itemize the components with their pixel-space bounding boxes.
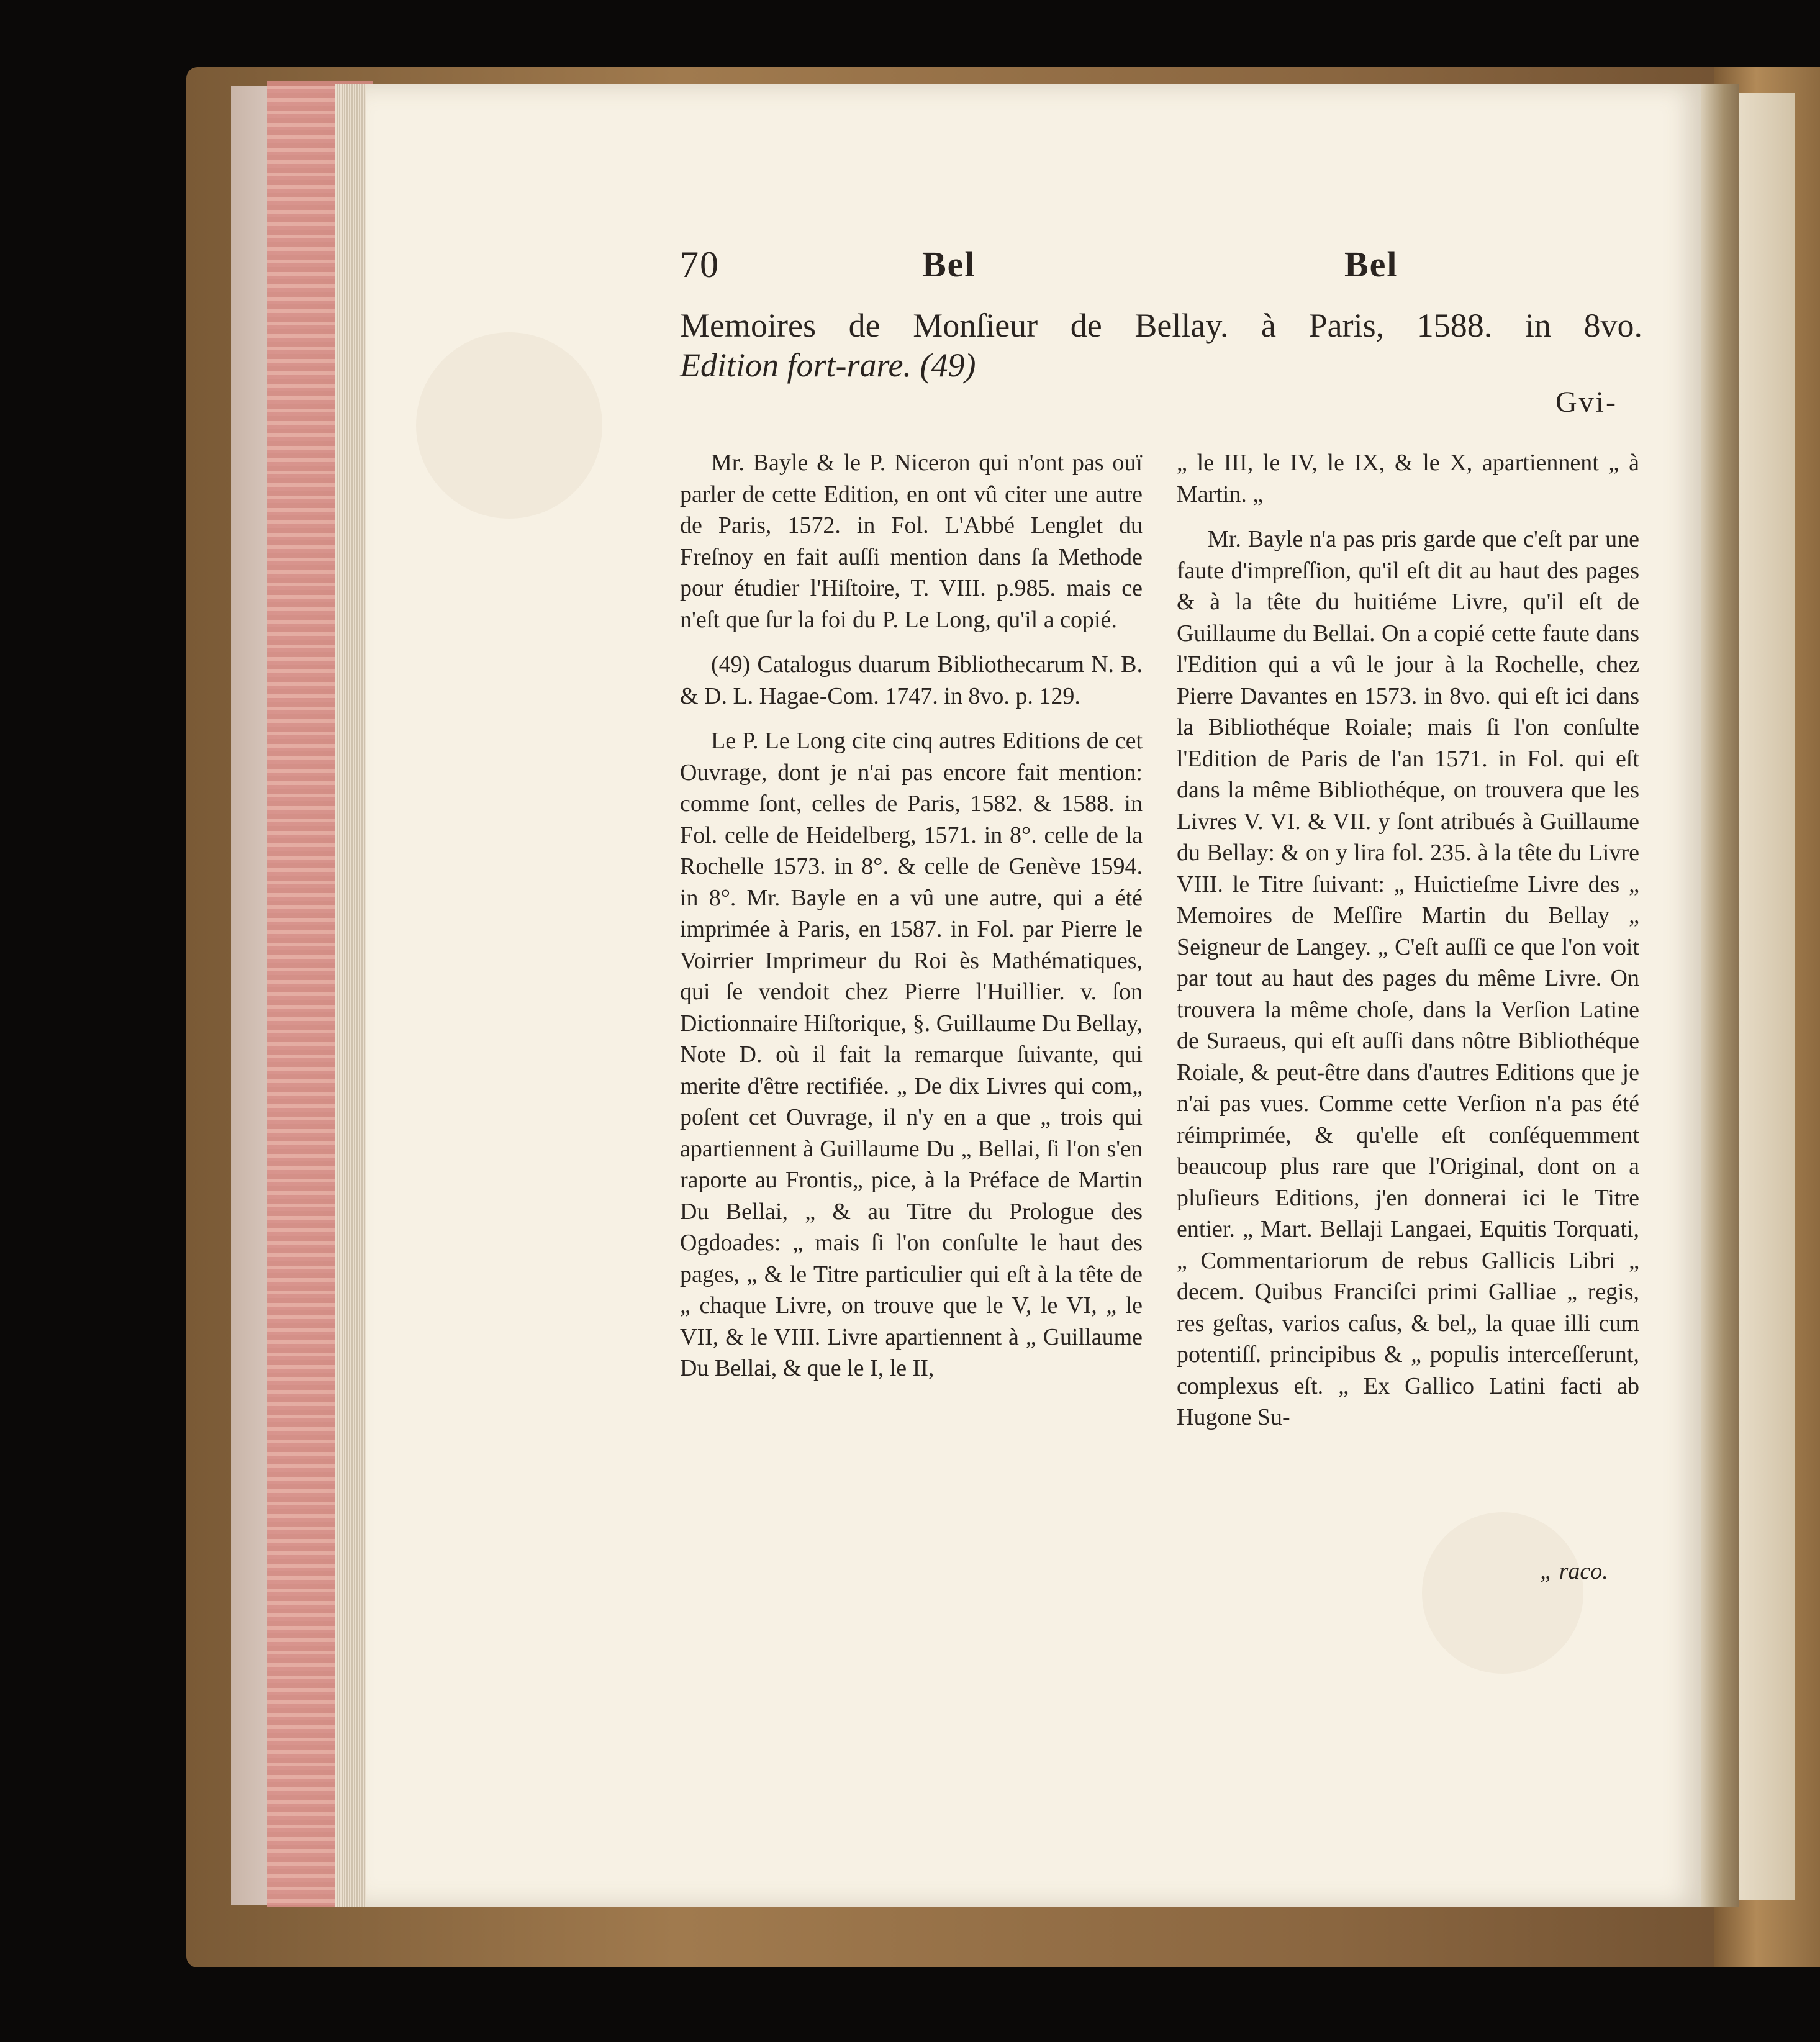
right-column: [1177, 447, 1639, 1447]
running-head-left: Bel: [922, 244, 976, 284]
catchword-bottom: „ raco.: [1540, 1558, 1608, 1584]
page-gutter: [1701, 84, 1739, 1907]
paragraph: Le P. Le Long cite cinq autres Editions de cet Ouvrage, dont je n'ai pas encore fait mention: comme ſont, celles de Paris, 1582. & 1588. in Fol. celle de Heidelberg, 1571. in 8°. celle de la Rochelle 1573. in 8°. & celle de Genève 1594. in 8°. Mr. Bayle en a vû une autre, qui a été imprimée à Paris, en 1587. in Fol. par Pierre le Voirrier Imprimeur du Roi ès Mathématiques, qui ſe vendoit chez Pierre l'Huillier. v. ſon Dictionnaire Hiſtorique, §. Guillaume Du Bellay, Note D. où il fait la remarque ſuivante, qui merite d'être rectifiée. „ De dix Livres qui com„ poſent cet Ouvrage, il n'y en a que „ trois qui apartiennent à Guillaume Du „ Bellai, ſi l'on s'en raporte au Frontis„ pice, à la Préface de Martin Du Bellai, „ & au Titre du Prologue des Ogdoades: „ mais ſi l'on conſulte le haut des pages, „ & le Titre particulier qui eſt à la tête de „ chaque Livre, on trouve que le V, le VI, „ le VII, & le VIII. Livre apartiennent à „ Guillaume Du Bellai, & que le I, le II,: [680, 728, 1143, 1381]
edition-note: Edition fort-rare. (49): [680, 347, 976, 384]
running-head-right: Bel: [1344, 244, 1398, 284]
foxing-stain: [1422, 1512, 1583, 1674]
entry-title: Memoires de Monſieur de Bellay. à Paris, 1588. in 8vo.: [680, 307, 1642, 344]
catchword-top: Gvi-: [1555, 386, 1618, 419]
paragraph: Mr. Bayle & le P. Niceron qui n'ont pas ouï parler de cette Edition, en ont vû citer une autre de Paris, 1572. in Fol. L'Abbé Lenglet du Freſnoy en fait auſſi mention dans ſa Methode pour étudier l'Hiſtoire, T. VIII. p.985. mais ce n'eſt que ſur la foi du P. Le Long, qu'il a copié.: [680, 450, 1143, 633]
left-column: [680, 447, 1143, 1398]
footnote: (49) Catalogus duarum Bibliothecarum N. B. & D. L. Hagae-Com. 1747. in 8vo. p. 129.: [680, 651, 1143, 709]
foxing-stain: [416, 332, 602, 519]
paragraph: „ le III, le IV, le IX, & le X, apartiennent „ à Martin. „: [1177, 450, 1639, 507]
facing-page-edge: [1739, 93, 1795, 1900]
entry-title-continued: [680, 345, 976, 385]
page-number: 70: [680, 244, 720, 285]
paragraph: Mr. Bayle n'a pas pris garde que c'eſt par une faute d'impreſſion, qu'il eſt dit au haut des pages & à la tête du huitiéme Livre, qu'il eſt de Guillaume du Bellai. On a copié cette faute dans l'Edition qui a vû le jour à la Rochelle, chez Pierre Davantes en 1573. in 8vo. qui eſt ici dans la Bibliothéque Roiale; mais ſi l'on conſulte l'Edition de Paris de l'an 1571. in Fol. qui eſt dans la même Bibliothéque, on trouvera que les Livres V. VI. & VII. y ſont atribués à Guillaume du Bellay: & on y lira fol. 235. à la tête du Livre VIII. le Titre ſuivant: „ Huictieſme Livre des „ Memoires de Meſſire Martin du Bellay „ Seigneur de Langey. „ C'eſt auſſi ce que l'on voit par tout au haut des pages du même Livre. On trouvera la même choſe, dans la Verſion Latine de Suraeus, qui eſt auſſi dans nôtre Bibliothéque Roiale, & peut-être dans d'autres Editions que je n'ai pas vues. Comme cette Verſion n'a pas été réimprimée, & qu'elle eſt conſéquemment beaucoup plus rare que l'Original, dont on a pluſieurs Editions, j'en donnerai ici le Titre entier. „ Mart. Bellaji Langaei, Equitis Torquati, „ Commentariorum de rebus Gallicis Libri „ decem. Quibus Franciſci primi Galliae „ regis, res geſtas, varios caſus, & bel„ la quae illi cum potentiſſ. principibus & „ populis interceſſerunt, complexus eſt. „ Ex Gallico Latini facti ab Hugone Su-: [1177, 526, 1639, 1430]
